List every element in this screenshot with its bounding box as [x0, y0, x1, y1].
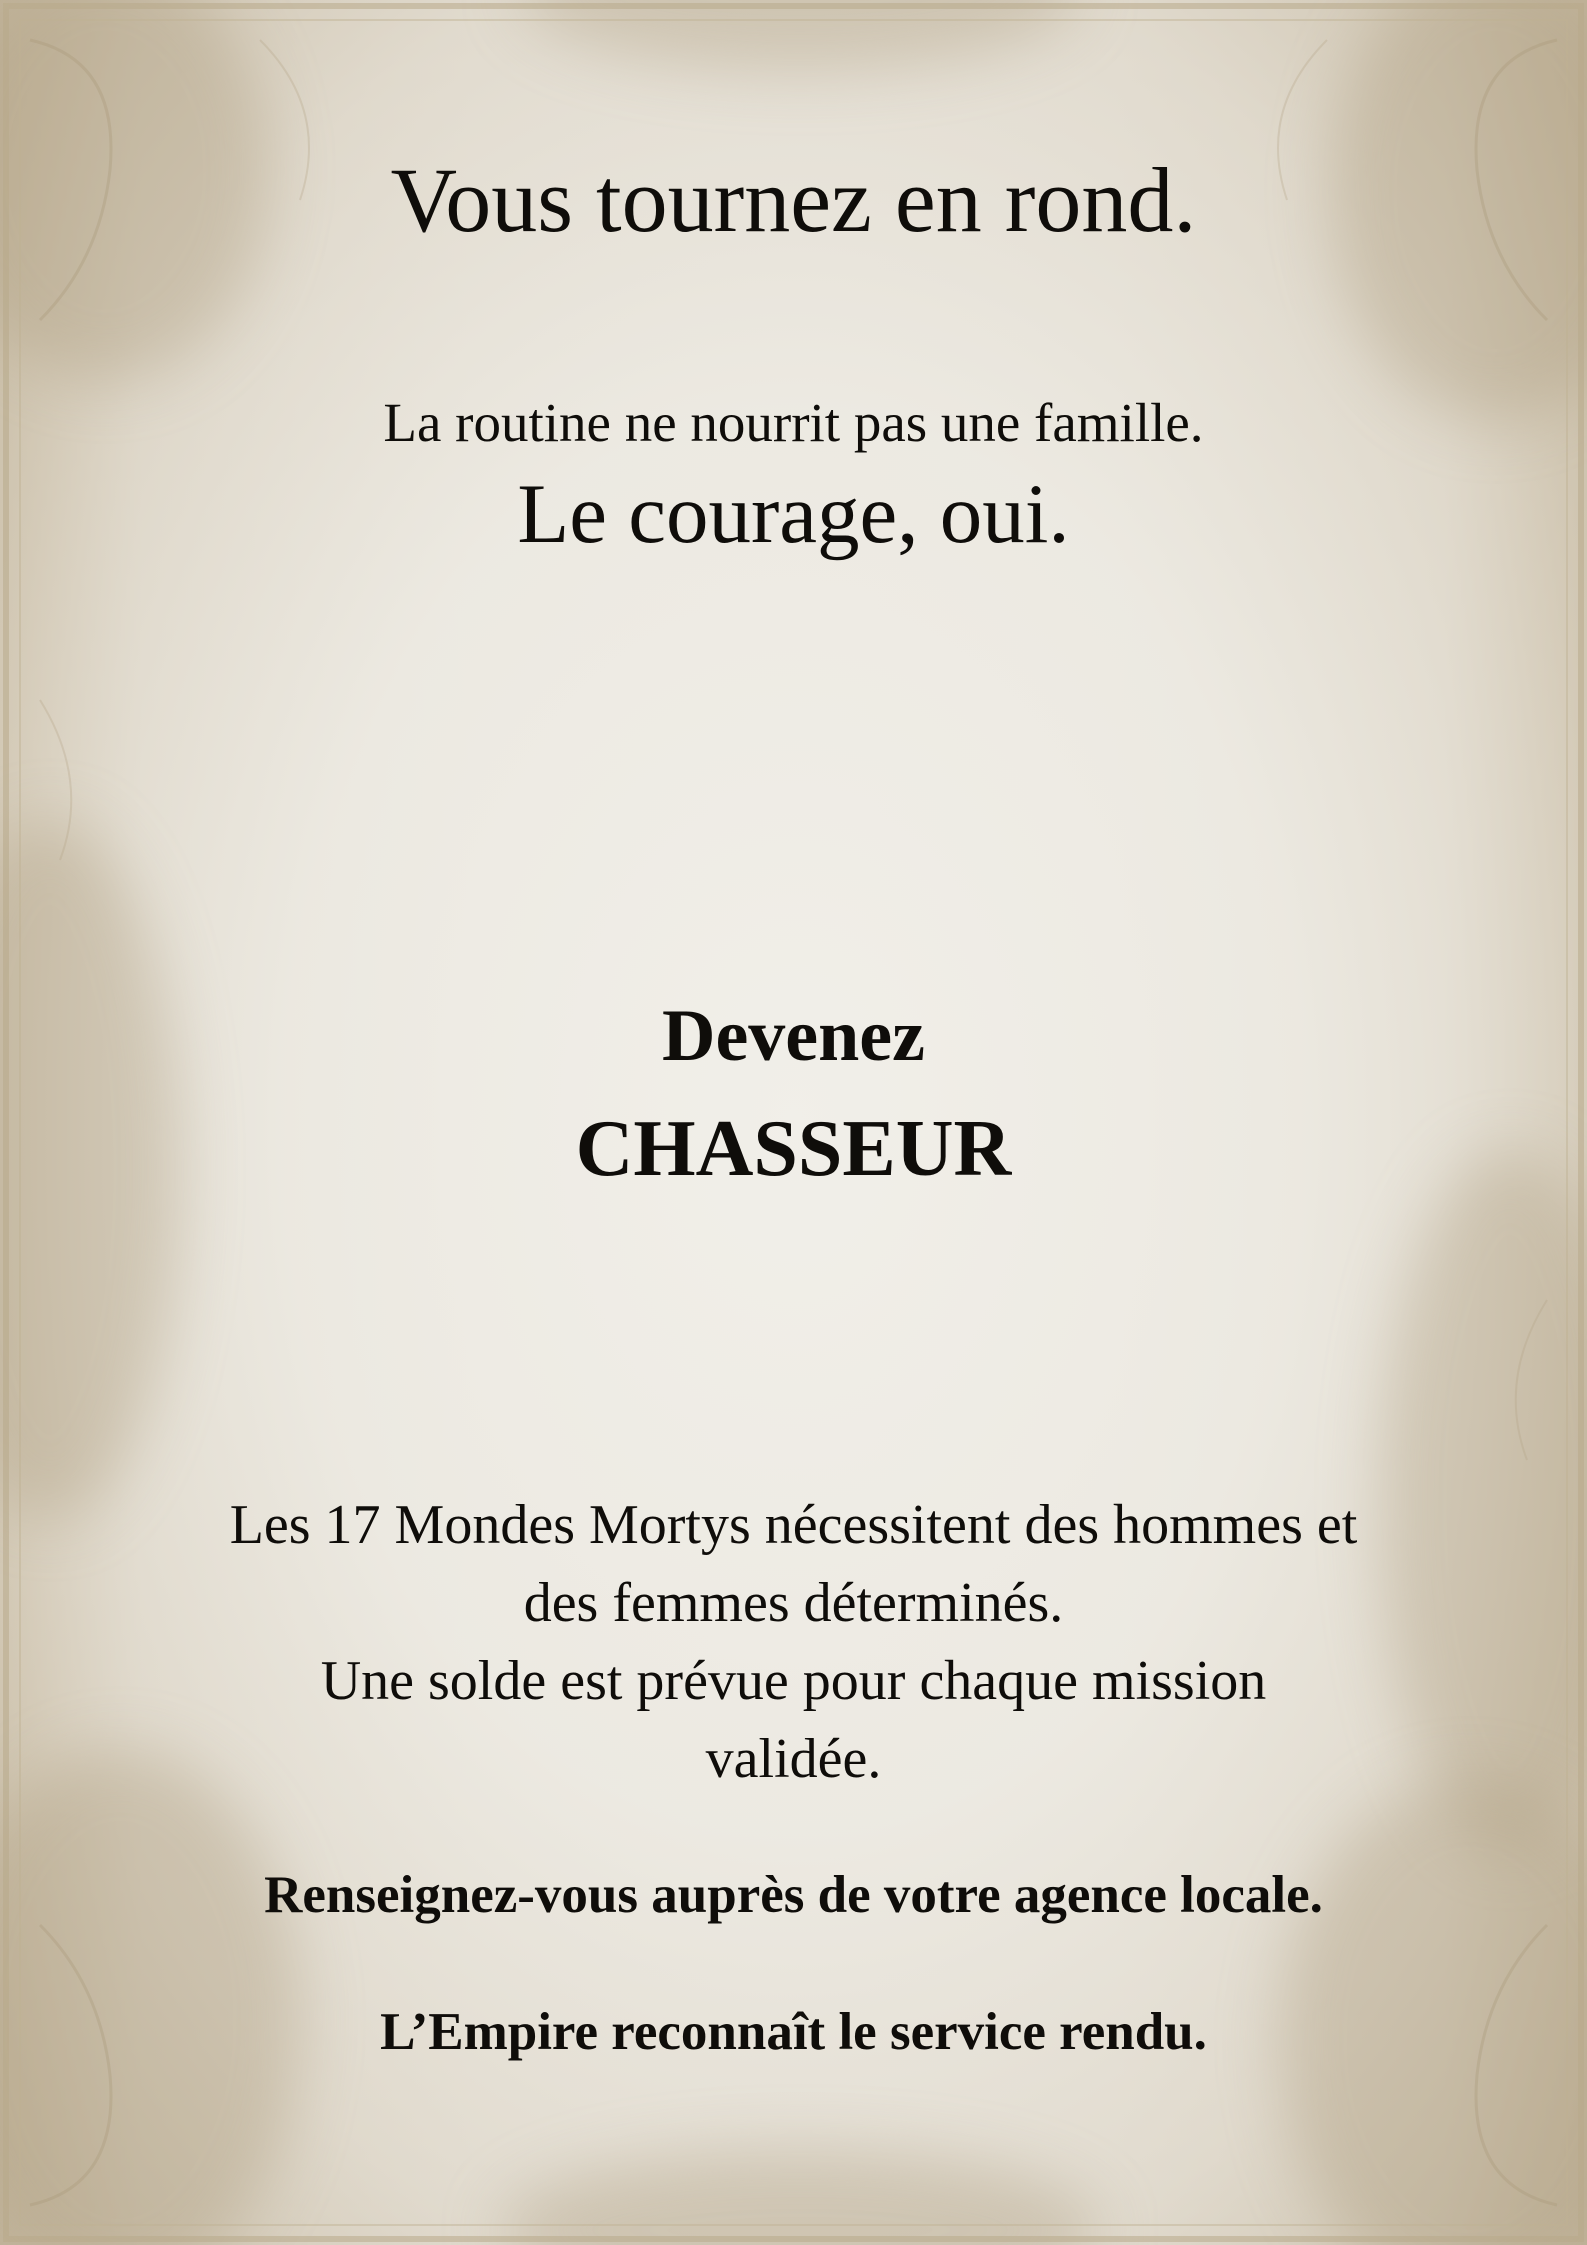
body-paragraph: [0, 1486, 1587, 1798]
subline-courage: Le courage, oui.: [517, 467, 1070, 561]
headline: Vous tournez en rond.: [390, 149, 1197, 251]
closing-line: L’Empire reconnaît le service rendu.: [380, 2003, 1207, 2061]
parchment-stain-decoration: [0, 1750, 300, 2245]
body-line: des femmes déterminés.: [523, 1572, 1064, 1634]
body-line: Les 17 Mondes Mortys nécessitent des hommes et: [229, 1494, 1358, 1556]
parchment-stain-decoration: [500, 2150, 1100, 2245]
body-line: validée.: [705, 1728, 882, 1790]
parchment-stain-decoration: [520, 0, 1080, 70]
subline-routine: La routine ne nourrit pas une famille.: [383, 392, 1204, 453]
call-to-action-chasseur: CHASSEUR: [575, 1105, 1012, 1193]
body-line: Une solde est prévue pour chaque mission: [320, 1650, 1267, 1712]
call-to-action-devenez: Devenez: [662, 995, 925, 1077]
info-line: Renseignez-vous auprès de votre agence locale.: [264, 1866, 1323, 1924]
